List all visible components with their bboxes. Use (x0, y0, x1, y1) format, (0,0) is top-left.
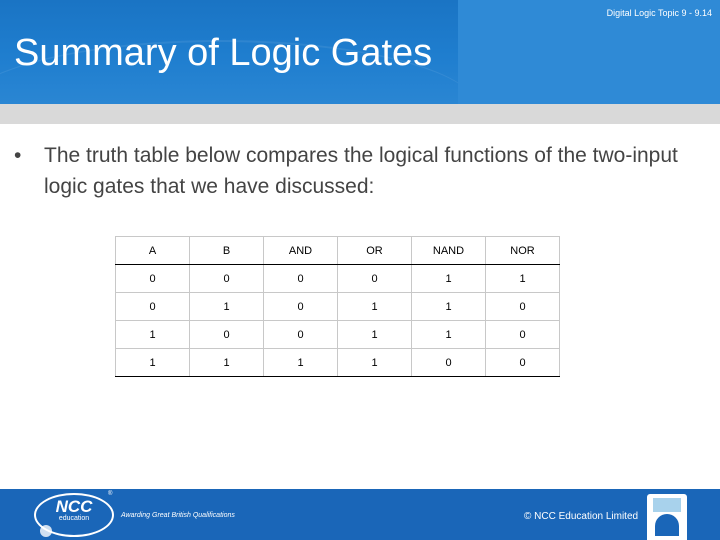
crest-arch (655, 514, 679, 536)
copyright-text: © NCC Education Limited (524, 511, 639, 522)
table-cell: 1 (412, 265, 486, 293)
table-cell: 0 (116, 265, 190, 293)
logo-main-text: NCC (55, 497, 93, 516)
table-cell: 1 (264, 349, 338, 377)
table-cell: 0 (264, 321, 338, 349)
logo-sub-text: education (58, 515, 90, 522)
column-header: AND (264, 237, 338, 265)
crest-top (653, 498, 681, 512)
banner-divider (0, 104, 720, 124)
badge-icon (40, 525, 52, 537)
table-cell: 0 (264, 265, 338, 293)
table-cell: 0 (486, 321, 560, 349)
table-cell: 1 (412, 293, 486, 321)
bullet-marker: • (14, 144, 22, 167)
registered-mark: ® (108, 491, 113, 497)
column-header: OR (338, 237, 412, 265)
column-header: NOR (486, 237, 560, 265)
table-cell: 1 (190, 293, 264, 321)
table-row (116, 293, 560, 321)
table-cell: 1 (338, 349, 412, 377)
column-header: A (116, 237, 190, 265)
table-cell: 0 (190, 321, 264, 349)
table-cell: 0 (190, 265, 264, 293)
table-cell: 1 (116, 349, 190, 377)
table-cell: 0 (412, 349, 486, 377)
bullet-text: The truth table below compares the logical functions of the two-input logic gates that we have discussed: (44, 144, 678, 198)
slide-title: Summary of Logic Gates (14, 32, 433, 74)
table-cell: 0 (486, 293, 560, 321)
table-cell: 0 (116, 293, 190, 321)
table-cell: 1 (486, 265, 560, 293)
footer-tagline: Awarding Great British Qualifications (121, 512, 235, 519)
table-row (116, 265, 560, 293)
table-cell: 0 (486, 349, 560, 377)
table-row (116, 349, 560, 377)
truth-table (115, 236, 560, 377)
university-crest-icon (647, 494, 687, 540)
table-cell: 0 (338, 265, 412, 293)
table-cell: 1 (412, 321, 486, 349)
table-cell: 1 (338, 321, 412, 349)
column-header: NAND (412, 237, 486, 265)
bullet-point (14, 140, 694, 202)
table-cell: 0 (264, 293, 338, 321)
table-cell: 1 (338, 293, 412, 321)
table-header-row (116, 237, 560, 265)
table-cell: 1 (116, 321, 190, 349)
table-row (116, 321, 560, 349)
column-header: B (190, 237, 264, 265)
table-cell: 1 (190, 349, 264, 377)
slide-reference: Digital Logic Topic 9 - 9.14 (606, 8, 712, 18)
